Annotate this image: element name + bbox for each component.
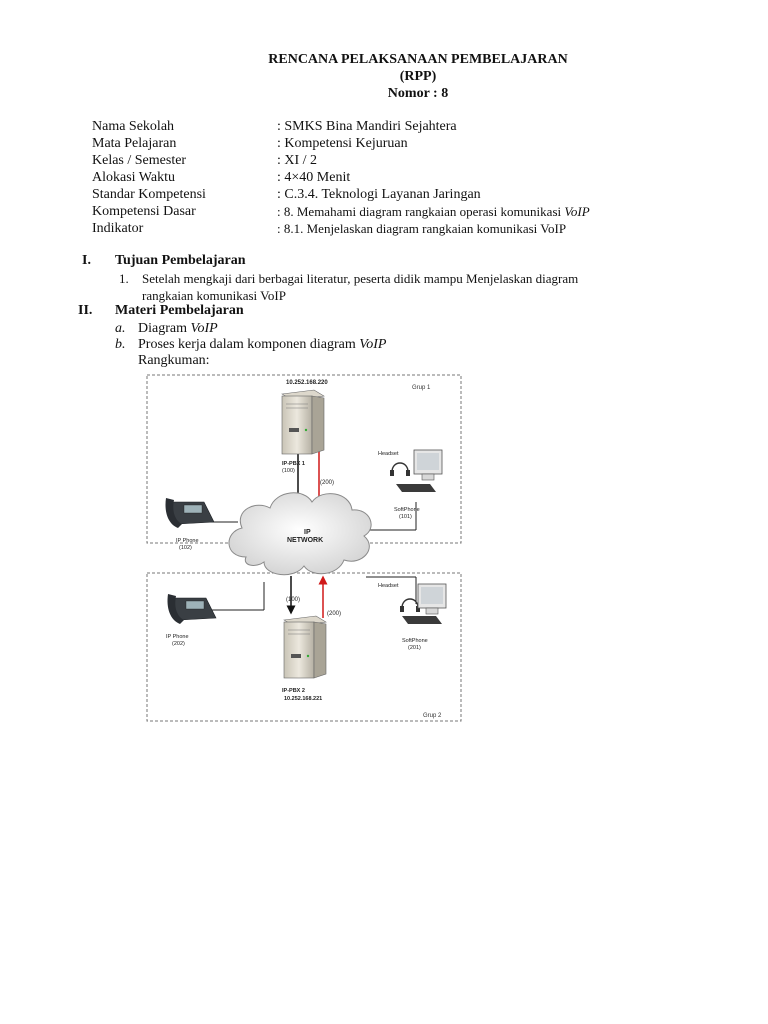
summary-label: Rangkuman: — [138, 353, 210, 368]
link-bottom-right: (200) — [327, 611, 342, 617]
item-a-marker: a. — [115, 321, 126, 336]
group2-label: Grup 2 — [423, 713, 442, 719]
softphone2-label: SoftPhone — [402, 638, 428, 644]
computer-icon — [396, 450, 442, 492]
pbx1-ip: 10.252.168.220 — [286, 380, 328, 386]
section2-title: Materi Pembelajaran — [115, 303, 244, 318]
info-value: : 8.1. Menjelaskan diagram rangkaian komunikasi VoIP — [277, 221, 567, 236]
headset2-label: Headset — [378, 583, 399, 589]
ipphone1-ext: (102) — [179, 545, 192, 551]
info-value-italic: VoIP — [564, 204, 590, 219]
info-value: : SMKS Bina Mandiri Sejahtera — [277, 119, 457, 134]
ip-phone-icon — [166, 498, 215, 528]
computer-icon — [402, 584, 446, 624]
info-value — [277, 203, 590, 220]
info-value: : 4×40 Menit — [277, 170, 351, 185]
info-label: Mata Pelajaran — [92, 136, 177, 151]
headset-icon — [390, 463, 410, 476]
headset1-label: Headset — [378, 451, 399, 457]
cloud-label-1: IP — [304, 529, 311, 536]
pbx2-ip: 10.252.168.221 — [284, 696, 323, 702]
info-label: Standar Kompetensi — [92, 187, 206, 202]
section1-item-line1: Setelah mengkaji dari berbagai literatur, peserta didik mampu Menjelaskan diagram — [142, 271, 579, 286]
ipphone2-ext: (202) — [172, 641, 185, 647]
ipphone2-label: IP Phone — [166, 634, 189, 640]
section1-item-number: 1. — [119, 271, 129, 286]
pbx2-label: IP-PBX 2 — [282, 688, 305, 694]
info-label: Alokasi Waktu — [92, 170, 175, 185]
softphone1-ext: (101) — [399, 514, 412, 520]
pbx1-label: IP-PBX 1 — [282, 461, 305, 467]
info-label: Kompetensi Dasar — [92, 204, 196, 219]
softphone2-ext: (201) — [408, 645, 421, 651]
softphone1-label: SoftPhone — [394, 507, 420, 513]
group1-label: Grup 1 — [412, 385, 431, 391]
section2-number: II. — [78, 303, 93, 318]
info-label: Indikator — [92, 221, 144, 236]
cloud-label-2: NETWORK — [287, 537, 324, 544]
doc-title-line1: RENCANA PELAKSANAAN PEMBELAJARAN — [268, 52, 568, 67]
ip-phone-icon — [168, 594, 217, 624]
link-top-label: (200) — [320, 480, 335, 486]
info-value: : XI / 2 — [277, 153, 318, 168]
doc-title-line3: Nomor : 8 — [387, 86, 449, 101]
section1-item-line2: rangkaian komunikasi VoIP — [142, 288, 286, 303]
item-b-text: Proses kerja dalam komponen diagram VoIP — [138, 337, 387, 352]
ipphone1-label: IP Phone — [176, 538, 199, 544]
info-value-text: : 8. Memahami diagram rangkaian operasi komunikasi — [277, 204, 565, 219]
item-b-marker: b. — [115, 337, 126, 352]
section1-number: I. — [82, 253, 91, 268]
server-icon — [282, 390, 324, 454]
pbx1-ext: (100) — [282, 468, 295, 474]
item-a-text: Diagram VoIP — [138, 321, 218, 336]
ip-network-cloud-icon — [229, 493, 371, 575]
section1-title: Tujuan Pembelajaran — [115, 253, 246, 268]
info-value: : Kompetensi Kejuruan — [277, 136, 408, 151]
headset-icon — [400, 599, 420, 612]
server-icon — [284, 616, 326, 678]
link-bottom-left: (100) — [286, 597, 301, 603]
info-label: Kelas / Semester — [92, 153, 187, 168]
voip-diagram — [146, 372, 464, 724]
info-label: Nama Sekolah — [92, 119, 175, 134]
doc-title-line2: (RPP) — [399, 69, 437, 84]
info-value: : C.3.4. Teknologi Layanan Jaringan — [277, 187, 481, 202]
